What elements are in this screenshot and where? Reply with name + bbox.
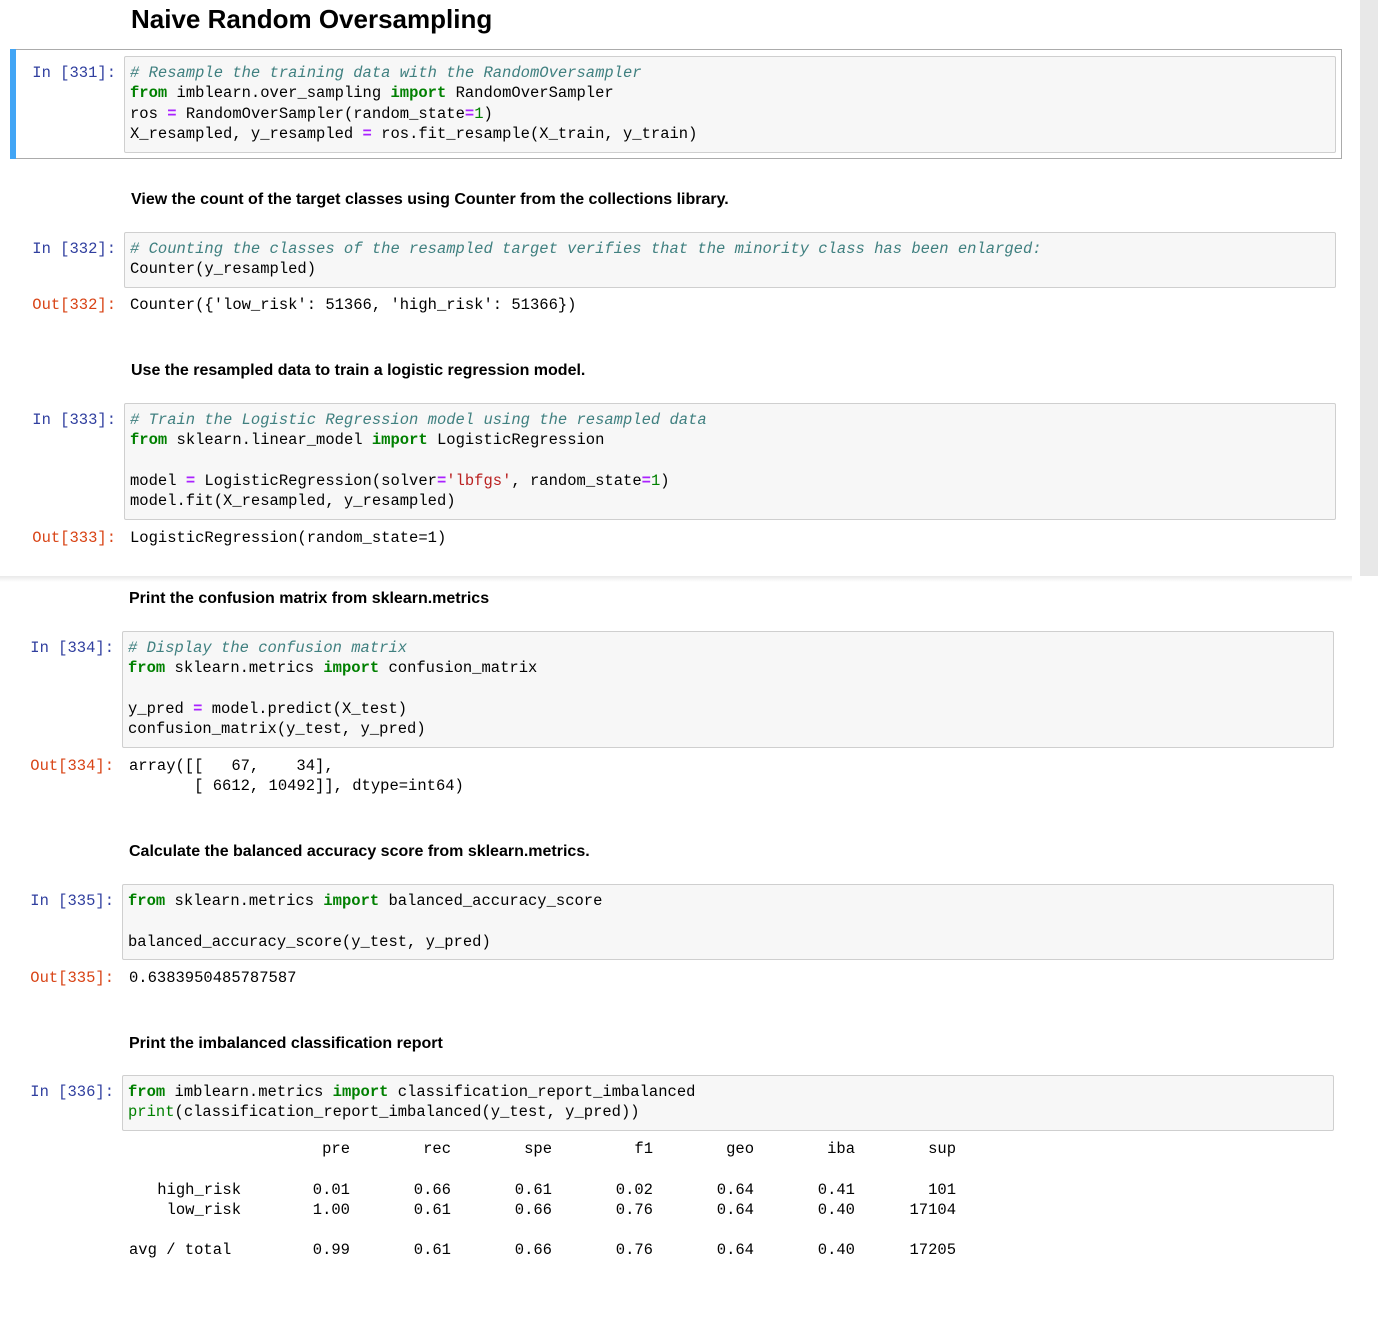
code-line xyxy=(128,679,1333,699)
scrollbar[interactable] xyxy=(1360,0,1378,576)
cell-333-code[interactable] xyxy=(124,403,1336,520)
notebook-heading: Naive Random Oversampling xyxy=(131,4,493,34)
cell-333-out-prompt: Out[333]: xyxy=(32,529,116,547)
cell-335-code[interactable] xyxy=(122,884,1334,960)
report-header: geo xyxy=(726,1140,754,1158)
cell-335-prompt: In [335]: xyxy=(30,892,114,910)
code-line: balanced_accuracy_score(y_test, y_pred) xyxy=(128,932,491,951)
markdown-text: Calculate the balanced accuracy score from sklearn.metrics. xyxy=(129,843,590,860)
code-line: from sklearn.metrics import balanced_accuracy_score xyxy=(128,892,603,910)
cell-336-prompt: In [336]: xyxy=(30,1083,114,1101)
report-header: spe xyxy=(524,1140,552,1158)
classification-report xyxy=(129,1139,956,1261)
cell-331-code[interactable] xyxy=(124,56,1336,153)
cell-332-out-prompt: Out[332]: xyxy=(32,296,116,314)
report-header-row xyxy=(129,1139,956,1159)
markdown-text: View the count of the target classes using Counter from the collections library. xyxy=(131,191,729,208)
report-header: f1 xyxy=(634,1140,653,1158)
code-line: confusion_matrix(y_test, y_pred) xyxy=(128,720,426,739)
code-line: # Display the confusion matrix xyxy=(128,639,408,657)
code-line: from imblearn.metrics import classification_report_imbalanced xyxy=(128,1083,696,1101)
selected-cell-indicator xyxy=(10,49,16,159)
code-line: # Train the Logistic Regression model using the resampled data xyxy=(130,411,707,429)
report-row-label: low_risk xyxy=(166,1200,241,1219)
code-line: # Resample the training data with the RandomOversampler xyxy=(130,64,642,82)
code-line: from sklearn.metrics import confusion_matrix xyxy=(128,659,538,678)
cell-336-code[interactable] xyxy=(122,1075,1334,1131)
code-line xyxy=(128,911,1333,931)
report-header: pre xyxy=(322,1140,350,1158)
report-row: low_risk 1.00 0.61 0.66 0.76 0.64 0.40 17104 xyxy=(129,1200,956,1220)
report-row: high_risk 0.01 0.66 0.61 0.02 0.64 0.41 101 xyxy=(129,1180,956,1200)
markdown-text: Print the confusion matrix from sklearn.metrics xyxy=(129,590,490,607)
markdown-text: Print the imbalanced classification report xyxy=(129,1035,443,1052)
report-header: sup xyxy=(928,1140,956,1158)
report-row-label: high_risk xyxy=(157,1180,241,1199)
cell-332-output: Counter({'low_risk': 51366, 'high_risk': 51366}) xyxy=(130,296,577,314)
code-line: model.fit(X_resampled, y_resampled) xyxy=(130,492,456,511)
code-line: from imblearn.over_sampling import RandomOverSampler xyxy=(130,84,614,103)
report-header: rec xyxy=(423,1140,451,1158)
cell-333-prompt: In [333]: xyxy=(32,411,116,429)
cell-333-output: LogisticRegression(random_state=1) xyxy=(130,529,447,547)
code-line: y_pred = model.predict(X_test) xyxy=(128,699,408,718)
code-line: model = LogisticRegression(solver='lbfgs', random_state=1) xyxy=(130,471,670,490)
report-header: iba xyxy=(827,1140,855,1158)
cell-332-prompt: In [332]: xyxy=(32,240,116,258)
code-line: from sklearn.linear_model import LogisticRegression xyxy=(130,431,605,450)
code-line: X_resampled, y_resampled = ros.fit_resample(X_train, y_train) xyxy=(130,124,698,143)
cell-331-prompt: In [331]: xyxy=(32,64,116,82)
page-divider xyxy=(0,576,1352,582)
report-total-row: avg / total 0.99 0.61 0.66 0.76 0.64 0.40 17205 xyxy=(129,1241,956,1260)
report-row-label: avg / total xyxy=(129,1241,232,1260)
markdown-text: Use the resampled data to train a logistic regression model. xyxy=(131,362,586,379)
cell-335-out-prompt: Out[335]: xyxy=(30,969,114,987)
cell-334-prompt: In [334]: xyxy=(30,639,114,657)
code-line: # Counting the classes of the resampled target verifies that the minority class has been enlarged: xyxy=(130,240,1042,258)
cell-334-code[interactable] xyxy=(122,631,1334,748)
code-line: print(classification_report_imbalanced(y_test, y_pred)) xyxy=(128,1103,640,1122)
cell-332-code[interactable] xyxy=(124,232,1336,288)
cell-335-output: 0.6383950485787587 xyxy=(129,969,297,987)
code-line xyxy=(130,451,1335,471)
code-line: Counter(y_resampled) xyxy=(130,260,317,279)
code-line: ros = RandomOverSampler(random_state=1) xyxy=(130,104,493,123)
cell-334-out-prompt: Out[334]: xyxy=(30,757,114,775)
cell-334-output: array([[ 67, 34], [ 6612, 10492]], dtype=int64) xyxy=(129,757,464,796)
